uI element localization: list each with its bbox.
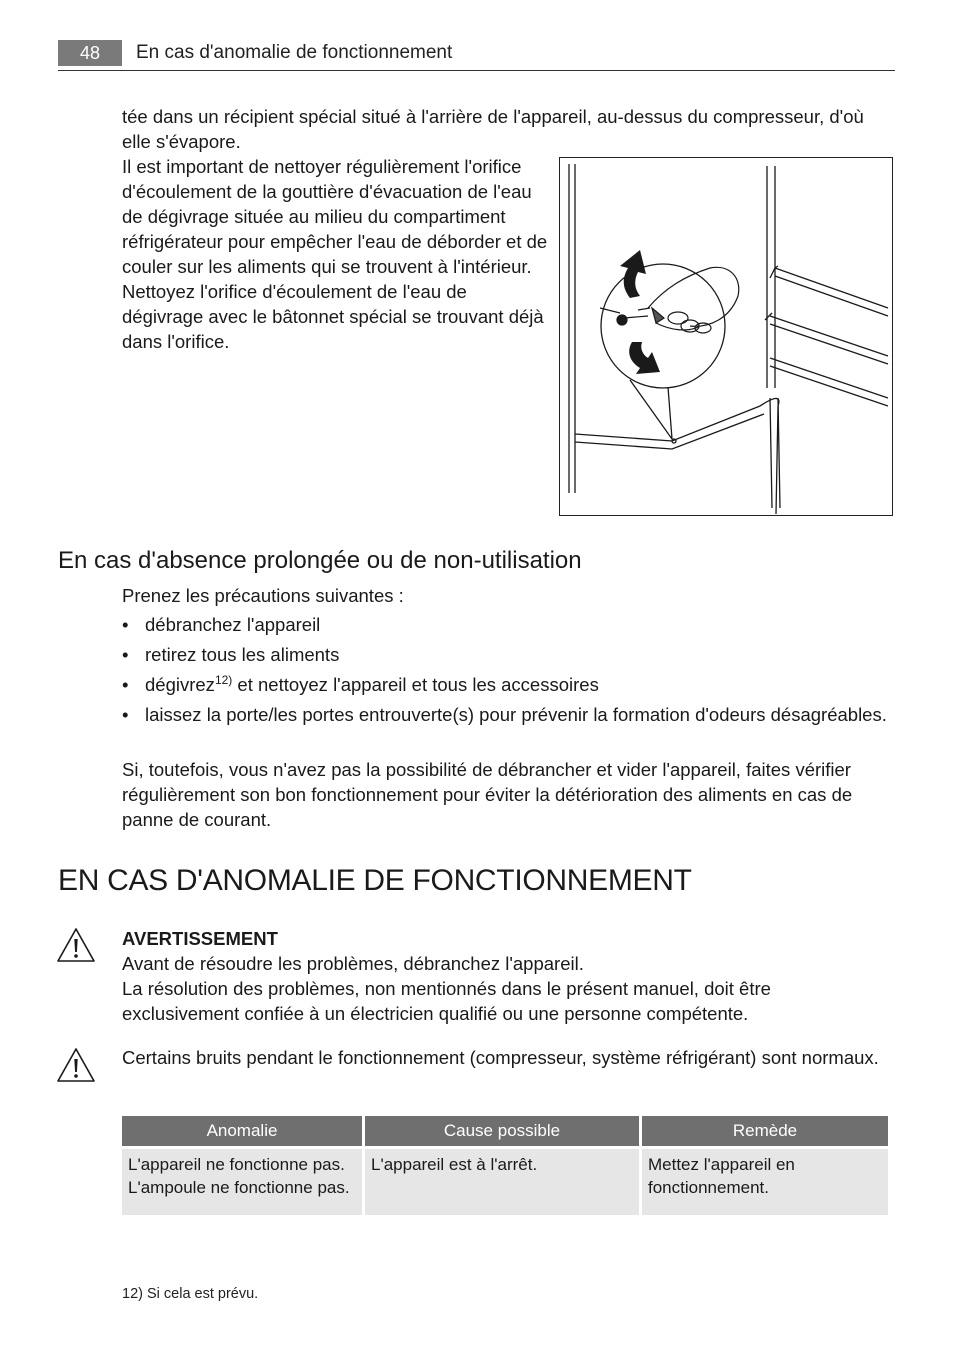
bullet-dot: • xyxy=(122,644,129,665)
closing-paragraph: Si, toutefois, vous n'avez pas la possibilité de débrancher et vider l'appareil, faites vérifier régulièrement son bon fonctionnement pour éviter la détérioration des aliments en cas de panne de courant. xyxy=(122,759,853,830)
footnote: 12) Si cela est prévu. xyxy=(122,1286,259,1302)
bullet-text: retirez tous les aliments xyxy=(145,644,340,665)
bullet-dot: • xyxy=(122,614,129,635)
table-cell: L'appareil est à l'arrêt. xyxy=(365,1146,639,1215)
drain-cleaning-illustration xyxy=(559,157,893,516)
noise-note: Certains bruits pendant le fonctionnement (compresseur, système réfrigérant) sont normaux. xyxy=(122,1047,879,1068)
cleaning-paragraph: Il est important de nettoyer régulièrement l'orifice d'écoulement de la gouttière d'évacuation de l'eau de dégivrage située au milieu du compartiment réfrigérateur pour empêcher l'eau de déborder et de couler sur les aliments qui se trouvent à l'intérieur. Nettoyez l'orifice d'écoulement de l'eau de dégivrage avec le bâtonnet spécial se trouvant déjà dans l'orifice. xyxy=(122,156,548,352)
precautions-intro: Prenez les précautions suivantes : xyxy=(122,585,404,606)
absence-heading: En cas d'absence prolongée ou de non-utilisation xyxy=(58,547,582,574)
bullet-text: laissez la porte/les portes entrouverte(s) pour prévenir la formation d'odeurs désagréables. xyxy=(145,704,887,725)
bullet-text: dégivrez xyxy=(145,674,215,695)
page-number: 48 xyxy=(58,40,122,66)
warning-text xyxy=(122,951,887,1026)
column-header-remede: Remède xyxy=(642,1116,888,1146)
bullet-text-suffix: et nettoyez l'appareil et tous les accessoires xyxy=(232,674,599,695)
list-item xyxy=(122,672,892,697)
warning-title: AVERTISSEMENT xyxy=(122,928,278,949)
column-header-anomalie: Anomalie xyxy=(122,1116,362,1146)
header-rule xyxy=(58,70,895,71)
precautions-list xyxy=(122,612,892,732)
intro-paragraph: tée dans un récipient spécial situé à l'arrière de l'appareil, au-dessus du compresseur, d'où elle s'évapore. xyxy=(122,106,864,152)
warning-line: Avant de résoudre les problèmes, débranchez l'appareil. xyxy=(122,953,584,974)
bullet-dot: • xyxy=(122,674,129,695)
table-cell: L'appareil ne fonctionne pas. L'ampoule ne fonctionne pas. xyxy=(122,1146,362,1215)
malfunction-heading: EN CAS D'ANOMALIE DE FONCTIONNEMENT xyxy=(58,864,692,897)
table-header-row xyxy=(122,1116,888,1146)
running-title: En cas d'anomalie de fonctionnement xyxy=(136,42,453,63)
bullet-dot: • xyxy=(122,704,129,725)
bullet-text: débranchez l'appareil xyxy=(145,614,321,635)
list-item xyxy=(122,612,892,637)
table-row xyxy=(122,1146,888,1215)
list-item xyxy=(122,642,892,667)
warning-triangle-icon xyxy=(56,1047,96,1083)
troubleshooting-table xyxy=(119,1116,891,1215)
list-item xyxy=(122,702,892,727)
warning-line: La résolution des problèmes, non mentionnés dans le présent manuel, doit être exclusivement confiée à un électricien qualifié ou une personne compétente. xyxy=(122,978,771,1024)
warning-triangle-icon xyxy=(56,927,96,963)
fridge-drain-drawing xyxy=(560,158,892,515)
footnote-reference: 12) xyxy=(214,672,233,687)
table-cell: Mettez l'appareil en fonctionnement. xyxy=(642,1146,888,1215)
column-header-cause: Cause possible xyxy=(365,1116,639,1146)
